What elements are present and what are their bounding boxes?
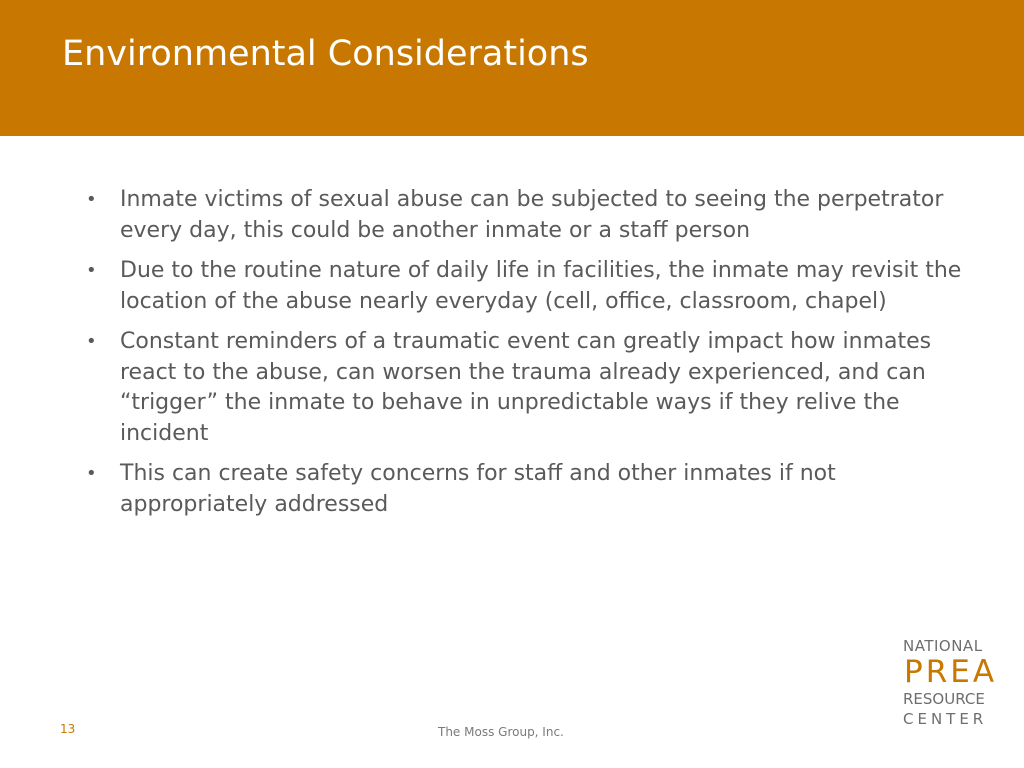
bullet-marker: • xyxy=(86,331,97,352)
bullet-item xyxy=(86,459,966,520)
logo-line-resource: RESOURCE xyxy=(903,690,985,708)
logo-line-prea: PREA xyxy=(904,654,998,690)
bullet-text: Due to the routine nature of daily life in facilities, the inmate may revisit the location of the abuse nearly everyday (cell, office, classroom, chapel) xyxy=(120,258,962,314)
bullet-marker: • xyxy=(86,189,97,210)
bullet-list xyxy=(86,185,966,530)
bullet-item xyxy=(86,256,966,317)
title-bar xyxy=(0,0,1024,136)
prea-resource-center-logo xyxy=(903,636,1003,729)
bullet-item xyxy=(86,185,966,246)
page-number: 13 xyxy=(60,722,76,736)
slide-title: Environmental Considerations xyxy=(62,34,589,74)
logo-line-center: CENTER xyxy=(903,710,988,728)
logo-line-national: NATIONAL xyxy=(903,637,983,655)
footer-organization: The Moss Group, Inc. xyxy=(438,725,564,739)
bullet-marker: • xyxy=(86,260,97,281)
bullet-text: Inmate victims of sexual abuse can be subjected to seeing the perpetrator every day, this could be another inmate or a staff person xyxy=(120,187,944,243)
bullet-marker: • xyxy=(86,463,97,484)
bullet-item xyxy=(86,327,966,449)
bullet-text: Constant reminders of a traumatic event can greatly impact how inmates react to the abuse, can worsen the trauma already experienced, and can “trigger” the inmate to behave in unpredictable ways if they relive the incident xyxy=(120,329,932,446)
bullet-text: This can create safety concerns for staff and other inmates if not appropriately addressed xyxy=(120,461,836,517)
